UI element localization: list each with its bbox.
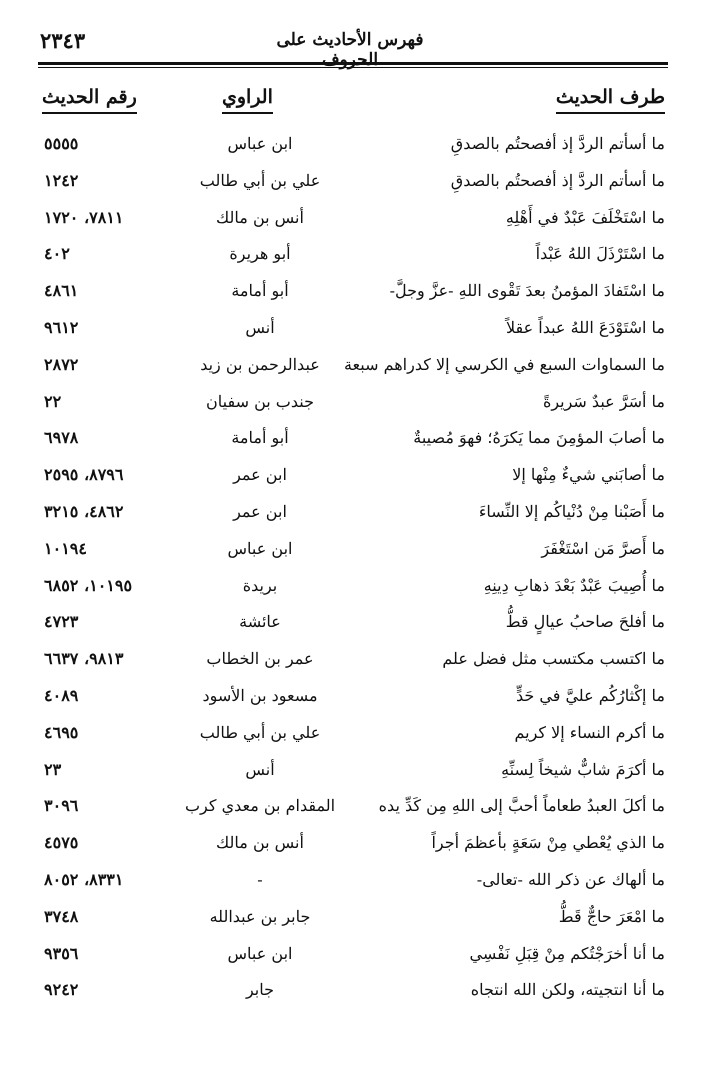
hadith-text: ما أكرَمَ شابٌّ شيخاً لِسنِّهِ: [501, 759, 665, 779]
hadith-text: ما أكلَ العبدُ طعاماً أحبَّ إلى اللهِ مِن كَدِّ يده: [378, 796, 665, 816]
hadith-text: ما أَصَبْنا مِنْ دُنْياكُم إلا النِّساءَ: [478, 501, 665, 521]
header-rule: [38, 62, 668, 65]
narrator: علي بن أبي طالب: [199, 170, 321, 190]
table-row: [0, 422, 703, 459]
hadith-number: ٢٨٧٢: [44, 354, 79, 374]
hadith-number: ١٠١٩٤: [44, 538, 87, 558]
hadith-text: ما أصابَني شيءٌ مِنْها إلا: [512, 465, 665, 485]
narrator: ابن عمر: [233, 501, 287, 521]
narrator: أنس: [245, 759, 275, 779]
hadith-number: ٦٩٧٨: [44, 428, 79, 448]
hadith-number: ٥٥٥٥: [44, 134, 79, 153]
hadith-text: ما إكْثارُكُم عليَّ في حَدٍّ: [516, 685, 665, 705]
hadith-text: ما أسأتم الردَّ إذ أفصحتُم بالصدقِ: [450, 134, 665, 153]
table-row: [0, 165, 703, 202]
hadith-number: ٤٦٩٥: [44, 722, 79, 742]
hadith-number: ٤٠٢: [44, 244, 70, 264]
hadith-text: ما اسْتَرْذَلَ اللهُ عَبْداً: [535, 244, 665, 264]
header-rule-thin: [38, 67, 668, 68]
narrator: مسعود بن الأسود: [202, 685, 318, 705]
hadith-number: ١٢٤٢: [44, 170, 79, 190]
narrator: عائشة: [239, 612, 281, 632]
table-row: [0, 901, 703, 938]
hadith-number: ١٠١٩٥، ٦٨٥٢: [44, 575, 133, 595]
table-row: [0, 790, 703, 827]
narrator: جابر: [245, 980, 275, 1000]
column-header-hadith: طرف الحديث: [556, 86, 665, 114]
narrator: جندب بن سفيان: [206, 391, 314, 411]
narrator: ابن عباس: [227, 943, 293, 963]
hadith-number: ٨٧٩٦، ٢٥٩٥: [44, 465, 124, 485]
narrator: أنس: [245, 317, 275, 337]
hadith-number: ٣٠٩٦: [44, 796, 79, 816]
narrator: بريدة: [242, 575, 278, 595]
hadith-text: ما أصابَ المؤمِنَ مما يَكرَهُ؛ فهوَ مُصيبةٌ: [413, 428, 665, 448]
hadith-index-table: [0, 128, 703, 1011]
table-row: [0, 275, 703, 312]
narrator: ابن عباس: [227, 538, 293, 558]
hadith-number: ٢٣: [44, 759, 62, 779]
hadith-number: ٨٣٣١، ٨٠٥٢: [44, 869, 124, 889]
hadith-text: ما اسْتَخْلَفَ عَبْدٌ في أَهْلِهِ: [505, 207, 665, 227]
page-title: فهرس الأحاديث على الحروف: [276, 30, 424, 70]
narrator: أبو أمامة: [231, 428, 289, 448]
hadith-text: ما أُصِيبَ عَبْدٌ بَعْدَ ذهابِ دِينِهِ: [483, 575, 665, 595]
table-row: [0, 570, 703, 607]
hadith-text: ما اسْتَوْدَعَ اللهُ عبداً عقلاً: [505, 317, 665, 337]
table-row: [0, 827, 703, 864]
table-row: [0, 938, 703, 975]
narrator: -: [257, 869, 263, 889]
hadith-text: ما أفلحَ صاحبُ عيالٍ قطُّ: [505, 612, 665, 632]
table-row: [0, 202, 703, 239]
narrator: أنس بن مالك: [216, 207, 304, 227]
hadith-number: ٩٣٥٦: [44, 943, 79, 963]
hadith-number: ٢٢: [44, 391, 62, 411]
column-header-number: رقم الحديث: [42, 86, 137, 114]
table-row: [0, 128, 703, 165]
narrator: عمر بن الخطاب: [206, 649, 314, 669]
hadith-number: ٩٨١٣، ٦٦٣٧: [44, 649, 124, 669]
hadith-text: ما اسْتَفادَ المؤمنُ بعدَ تَقْوى اللهِ -عزَّ وجلَّ-: [389, 281, 665, 301]
table-row: [0, 238, 703, 275]
hadith-text: ما أنا أخرَجْتُكم مِنْ قِبَلِ نَفْسِي: [469, 943, 665, 963]
table-row: [0, 717, 703, 754]
hadith-number: ٤٧٢٣: [44, 612, 79, 632]
page-header: [0, 0, 703, 70]
narrator: المقدام بن معدي كرب: [184, 796, 336, 816]
table-row: [0, 459, 703, 496]
page-number: ٢٣٤٣: [40, 28, 86, 53]
narrator: أبو أمامة: [231, 281, 289, 301]
table-row: [0, 386, 703, 423]
table-row: [0, 864, 703, 901]
hadith-text: ما أسأتم الردَّ إذ أفصحتُم بالصدقِ: [450, 170, 665, 190]
hadith-number: ٩٦١٢: [44, 317, 79, 337]
table-row: [0, 606, 703, 643]
hadith-text: ما أسَرَّ عبدٌ سَريرةً: [542, 391, 665, 411]
table-row: [0, 496, 703, 533]
hadith-number: ٤٨٦٢، ٣٢١٥: [44, 501, 124, 521]
column-header-narrator: الراوي: [222, 86, 273, 114]
hadith-number: ٧٨١١، ١٧٢٠: [44, 207, 124, 227]
table-row: [0, 643, 703, 680]
hadith-text: ما أَصرَّ مَن اسْتَغْفَرَ: [541, 538, 665, 558]
table-row: [0, 974, 703, 1011]
table-row: [0, 533, 703, 570]
hadith-text: ما الذي يُعْطي مِنْ سَعَةٍ بأعظمَ أجراً: [431, 833, 665, 853]
narrator: عبدالرحمن بن زيد: [200, 354, 320, 374]
narrator: أبو هريرة: [229, 244, 291, 264]
table-row: [0, 349, 703, 386]
hadith-text: ما ألهاك عن ذكر الله -تعالى-: [476, 869, 665, 889]
hadith-text: ما السماوات السبع في الكرسي إلا كدراهم سبعة: [343, 354, 665, 374]
hadith-number: ٤٨٦١: [44, 281, 79, 301]
hadith-text: ما أنا انتجيته، ولكن الله انتجاه: [470, 980, 665, 1000]
hadith-text: ما أكرم النساء إلا كريم: [514, 722, 665, 742]
hadith-number: ٤٠٨٩: [44, 685, 79, 705]
table-row: [0, 312, 703, 349]
narrator: ابن عمر: [233, 465, 287, 485]
hadith-number: ٣٧٤٨: [44, 906, 79, 926]
hadith-text: ما اكتسب مكتسب مثل فضل علم: [442, 649, 665, 669]
narrator: أنس بن مالك: [216, 833, 304, 853]
narrator: جابر بن عبدالله: [209, 906, 311, 926]
hadith-text: ما امْعَرَ حاجٌّ قَطُّ: [558, 906, 665, 926]
table-row: [0, 680, 703, 717]
table-row: [0, 754, 703, 791]
narrator: علي بن أبي طالب: [199, 722, 321, 742]
narrator: ابن عباس: [227, 134, 293, 153]
hadith-number: ٤٥٧٥: [44, 833, 79, 853]
hadith-number: ٩٢٤٢: [44, 980, 79, 1000]
